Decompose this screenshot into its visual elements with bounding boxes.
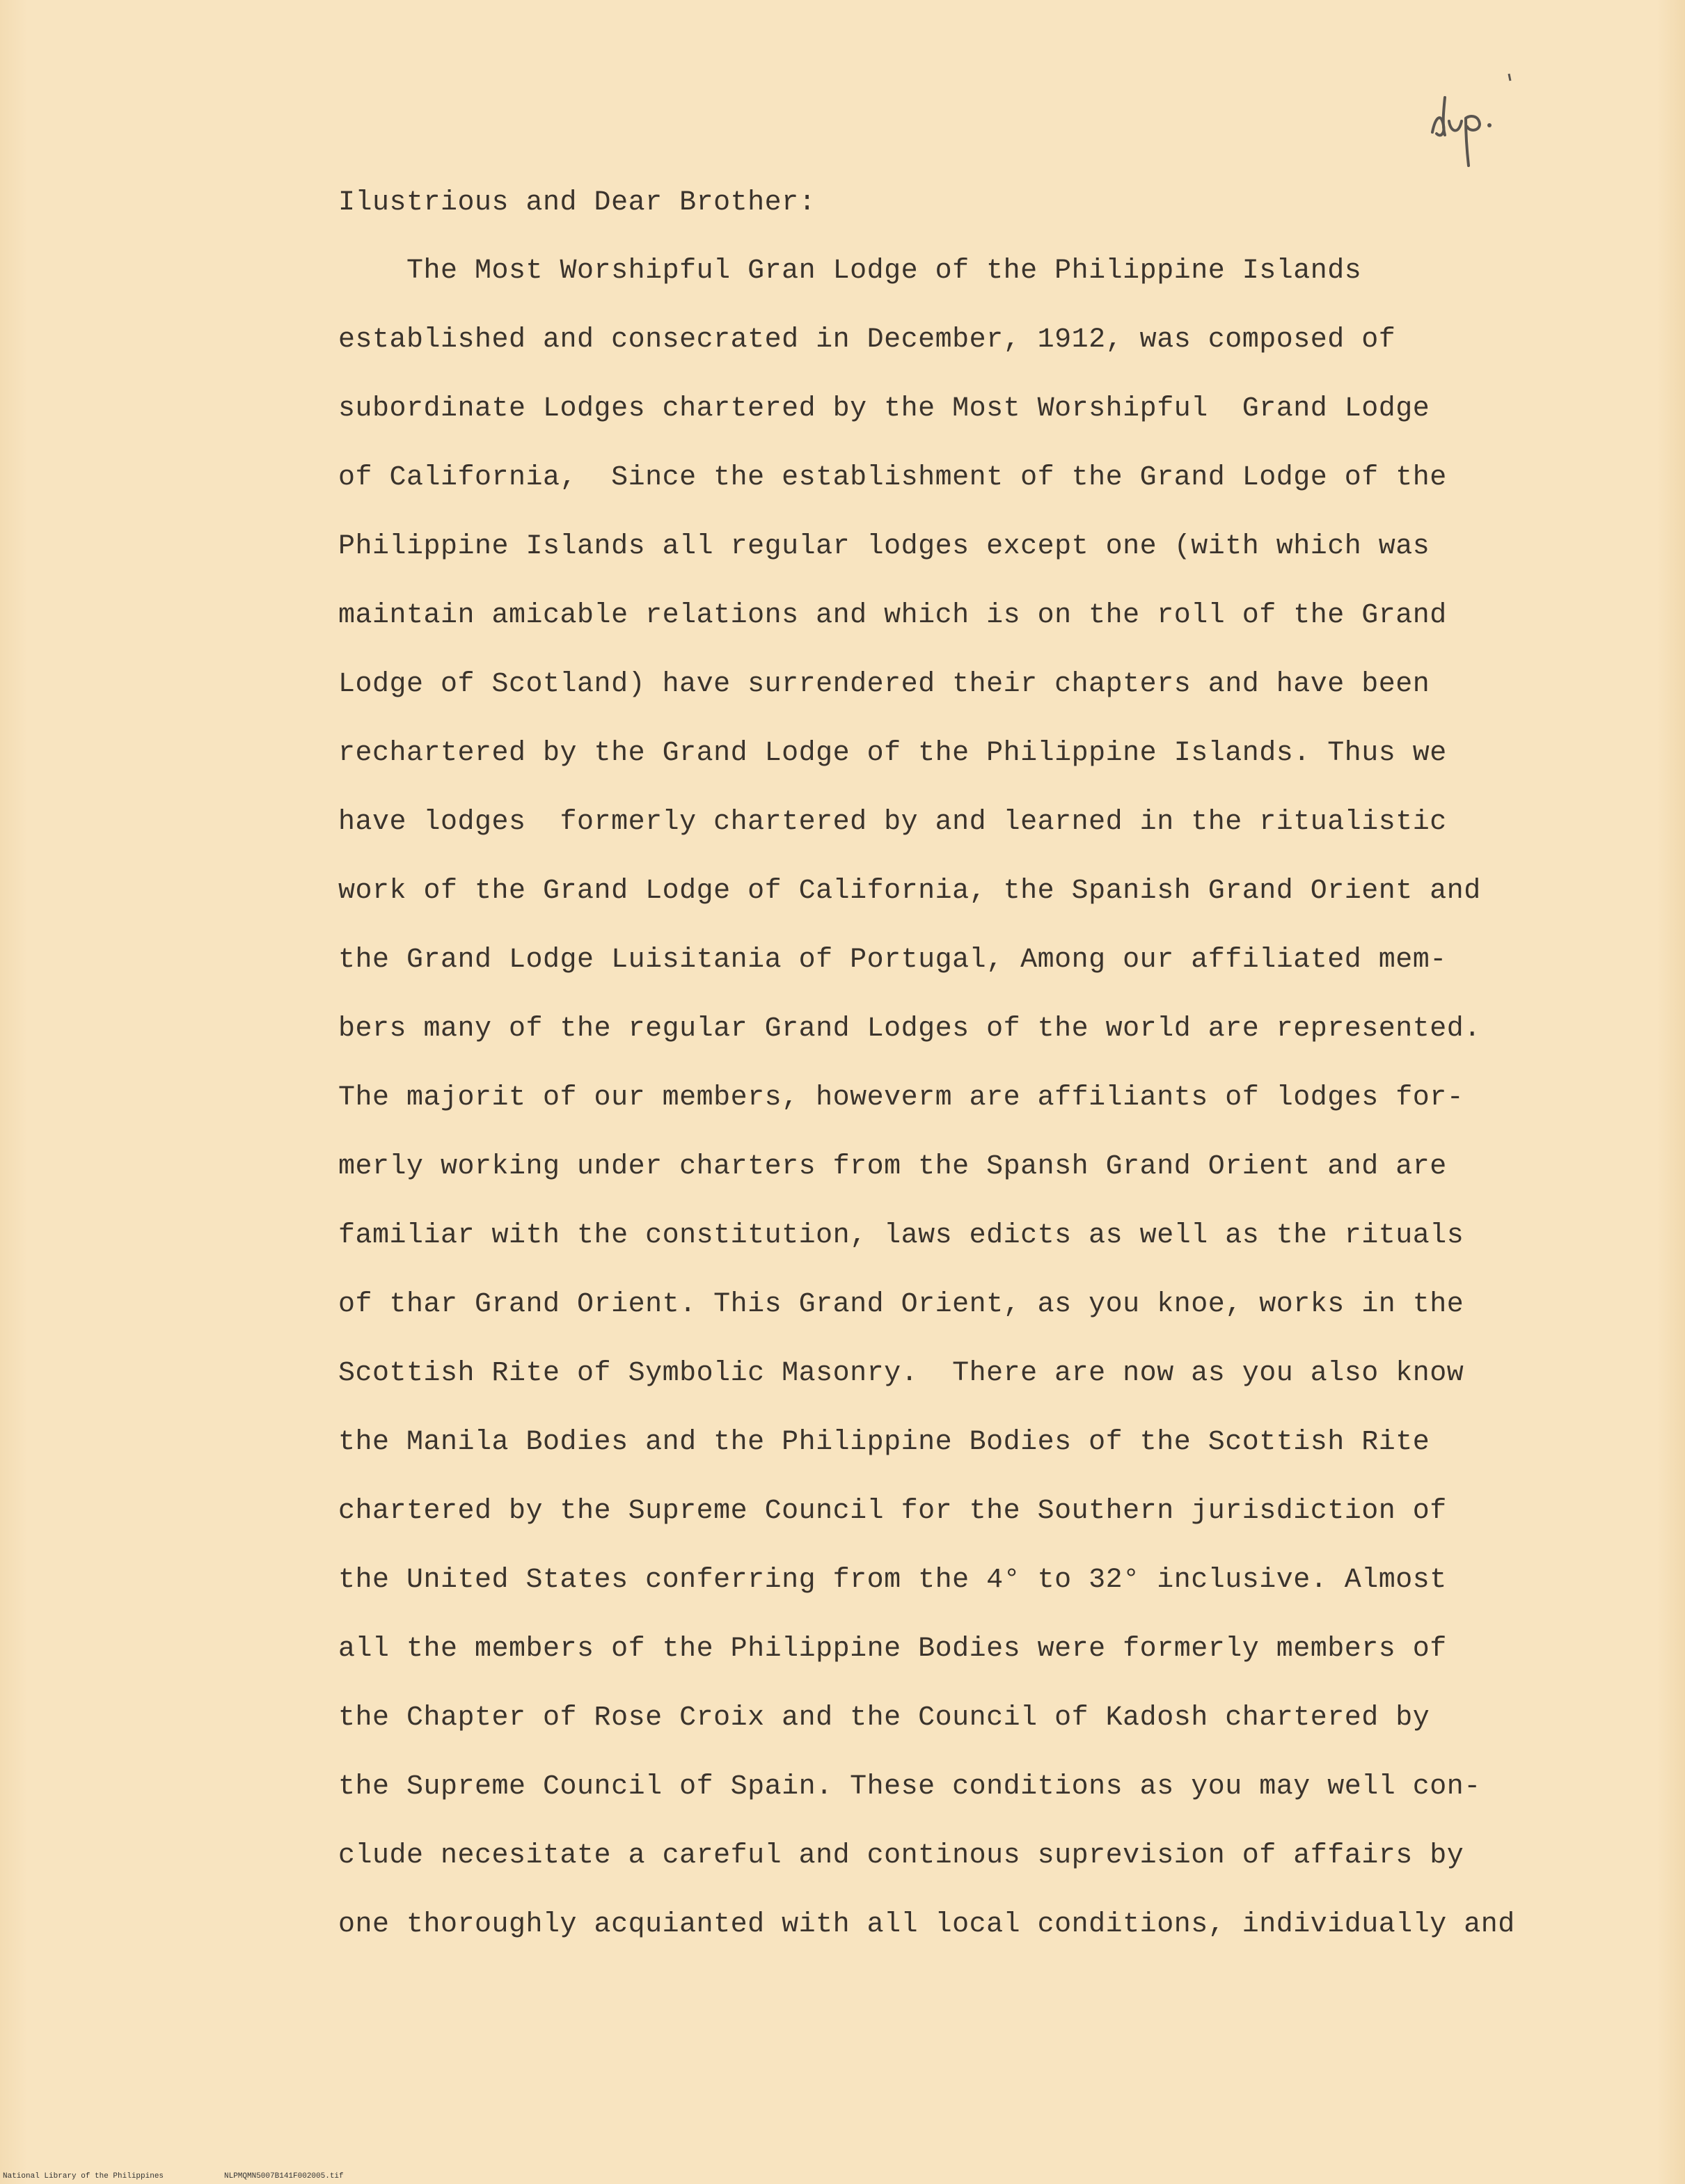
body-line: have lodges formerly chartered by and learned in the ritualistic <box>338 807 1447 838</box>
body-line: rechartered by the Grand Lodge of the Philippine Islands. Thus we <box>338 738 1447 769</box>
body-line: of thar Grand Orient. This Grand Orient, as you knoe, works in the <box>338 1289 1464 1320</box>
handwritten-annotation <box>1420 49 1517 167</box>
body-line: the Manila Bodies and the Philippine Bodies of the Scottish Rite <box>338 1427 1430 1458</box>
body-line: work of the Grand Lodge of California, the Spanish Grand Orient and <box>338 876 1481 907</box>
body-line: maintain amicable relations and which is on the roll of the Grand <box>338 600 1447 631</box>
body-line: one thoroughly acquianted with all local conditions, individually and <box>338 1909 1515 1940</box>
body-line: Scottish Rite of Symbolic Masonry. There are now as you also know <box>338 1358 1464 1389</box>
body-line: subordinate Lodges chartered by the Most Worshipful Grand Lodge <box>338 393 1430 425</box>
footer-file-id: NLPMQMN5007B141F002005.tif <box>224 2172 344 2181</box>
body-line: The Most Worshipful Gran Lodge of the Philippine Islands <box>338 255 1362 287</box>
body-line: bers many of the regular Grand Lodges of the world are represented. <box>338 1013 1481 1045</box>
handwritten-dup-mark <box>1420 49 1517 167</box>
body-line: familiar with the constitution, laws edicts as well as the rituals <box>338 1220 1464 1251</box>
body-line: Lodge of Scotland) have surrendered their chapters and have been <box>338 669 1430 700</box>
body-line: the Grand Lodge Luisitania of Portugal, Among our affiliated mem- <box>338 944 1447 976</box>
body-line: all the members of the Philippine Bodies were formerly members of <box>338 1633 1447 1665</box>
body-line: the Supreme Council of Spain. These conditions as you may well con- <box>338 1771 1481 1803</box>
body-line: the United States conferring from the 4° to 32° inclusive. Almost <box>338 1565 1447 1596</box>
body-line: Philippine Islands all regular lodges except one (with which was <box>338 531 1430 562</box>
body-line: established and consecrated in December, 1912, was composed of <box>338 324 1396 356</box>
body-line: chartered by the Supreme Council for the Southern jurisdiction of <box>338 1496 1447 1527</box>
body-line: The majorit of our members, howeverm are affiliants of lodges for- <box>338 1082 1464 1114</box>
body-line: of California, Since the establishment of the Grand Lodge of the <box>338 462 1447 493</box>
letter-salutation: Ilustrious and Dear Brother: <box>338 187 816 219</box>
body-line: merly working under charters from the Spansh Grand Orient and are <box>338 1151 1447 1182</box>
body-line: the Chapter of Rose Croix and the Council of Kadosh chartered by <box>338 1702 1430 1734</box>
footer-institution: National Library of the Philippines <box>3 2172 164 2181</box>
body-line: clude necesitate a careful and continous suprevision of affairs by <box>338 1840 1464 1872</box>
